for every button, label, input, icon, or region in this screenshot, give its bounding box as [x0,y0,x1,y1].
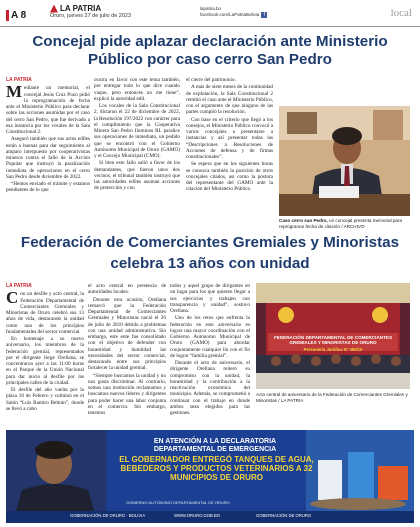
contact-web: lapatria.bo [200,6,222,11]
article2-column-2 [88,283,166,423]
article2-paragraph: En homenaje a su nuevo aniversario, los miembros de la federación gremial, representados por el dirigente Jorge Orellana, se concentraron ayer a las 11:00 horas en el Parque de la Unión Nacional para dar inicio al desfile por las principales calles de la ciudad. [6,336,84,386]
logo-text: LA PATRIA [60,4,102,13]
article1-photo [279,106,410,216]
article2-paragraph: el acto central en presencia de autoridades locales. [88,283,166,296]
government-advertisement [6,430,414,523]
contact-social: facebook.com/LaPatriaBolivia f [200,12,267,18]
article1-paragraph: Si bien este fallo salió a favor de los demandantes, que fueron unos dos vecinos, el tribunal también instruyó que las autoridades ediles asuman acciones de protección y con [94,160,180,192]
logo-triangle-icon [50,5,58,13]
article2-paragraph: El desfile del año vuelta por la plaza 10 de Febrero y culminó en el Salón “Luis Ramiro Beltrán”, donde se llevó a cabo [6,387,84,412]
page-number-label: A 8 [11,9,27,21]
article1-paragraph: “Hemos enviado el trámite y estamos pendientes de lo que [6,181,90,194]
article1-column-2 [94,77,180,229]
dateline: Oruro, jueves 27 de julio de 2023 [50,13,132,19]
article2-byline: LA PATRIA [6,283,32,289]
article1-paragraph: Con base en el criterio que llegó a los consejos, el Ministerio Público convocó a varios concejales a presentarse a instancias y así presentar todas las “Descripciones a Resoluciones de Acciones de defensa y de firmas constitucionales”. [186,116,273,160]
page-number [6,9,42,21]
facebook-icon: f [261,12,267,18]
article1-photo-caption: Caso cerro san Pedro, un concejal presenta memorial para reprogramar fecha de citación / ARCHIVO [279,218,403,229]
article1-paragraph: el cierre del patrimonio. [186,77,236,83]
page-marker-bar [6,10,9,21]
article1-column-3 [186,77,273,229]
article2-photo [256,283,410,389]
photo-concejal-illustration [279,106,410,216]
newspaper-logo [50,4,101,13]
article2-paragraph: Uno de los retos que enfrenta la federación en este aniversario es lograr una mayor coordinación con el Gobierno Autónomo Municipal de Oruro (GAMO) para abordar conjuntamente cualquier lío con el fin de lograr “familia gremial”. [170,315,250,359]
section-label: local [390,7,412,19]
article1-paragraph: ocurra en favor con este tema también, por entregar todo lo que dice cuando vaque, pero entonces no me tiene”, explicó la autoridad edil. [94,77,180,102]
article2-paragraph: Durante esta ocasión, Orellana remarcó que la Federación Departamental de Comerciantes Gremiales y Minoristas nació el 26 de julio de 2010 debido a problemas con una unidad administrativa. Sin embargo, este ente fue consolidado con el objetivo de defender con honestidad y humildad las necesidades del sector comercial, destacando entre sus principios fortalecer la unidad gremial. [88,296,166,372]
ad-headline-1: EN ATENCIÓN A LA DECLARATORIA DEPARTAMENTAL DE EMERGENCIA [153,438,277,453]
article1-paragraph: Mediante un memorial, el concejal Jesús Cruz Pozo pidió la reprogramación de fecha ante el Ministerio Público para declarar sobre las acciones asumidas por el caso del cerro San Pedro, que fue derivado a esa instancia por los vocales de la Sala Constitucional 2. [6,82,90,135]
ad-headline-2: EL GOBERNADOR ENTREGÓ TANQUES DE AGUA, BEBEDEROS Y PRODUCTOS VETERINARIOS A 32 MUNICIPIOS DE ORURO [119,455,314,482]
article2-paragraph: “Siempre buscamos la unidad y no nos gusta discriminar. Al contrario, somos una institución reclamamos y buscamos nuevos líderes y dirigentes para poder hacer una labor conjunta en el comercio. Sin embargo, tenemos [88,372,166,416]
article1-paragraph: Se espera que en los siguientes horas se conozca también la posición de otros concejales citados, así como la postura del representante del GAMO ante la citación del Ministerio Público. [186,161,273,193]
article2-photo-caption: Acto central de aniversario de la Federación de Comerciantes Gremiales y Minoristas / LA PATRIA [256,392,408,403]
ad-footer-mid: WWW.ORURO.GOB.BO [174,513,221,518]
ad-footer-left: GOBERNACIÓN DE ORURO · BOLIVIA [70,513,146,518]
ad-footer-right: GOBERNACIÓN DE ORURO [256,513,312,518]
article2-column-3 [170,283,250,423]
article1-paragraph: Los vocales de la Sala Constitucional 2, dictaron el 22 de diciembre de 2022, la Resolución 197/2022 con carácter para el cumplimiento que la Cooperativa Minera San Pedro Iluminos RL paralice sus operaciones de inmediato, un pedido que se encontró con el Gobierno Autónomo Municipal de Oruro (GAMO) y el Concejo Municipal (CMO). [94,103,180,159]
photo-banner-text: FEDERACIÓN DEPARTAMENTAL DE COMERCIANTES GREMIALES Y MINORISTAS DE ORURO [273,335,393,346]
article2-paragraph: Durante el acto de aniversario, el dirigente Orellana reiteró su compromiso con la unidad, la honestidad y la contribución a la reactivación económica del municipio. Además, se comprometió a continuar con el trabajo en donde ambos sean elegidos para las gestiones. [170,360,250,416]
dropcap: C [6,288,19,308]
ad-small-text: GOBIERNO AUTÓNOMO DEPARTAMENTAL DE ORURO [126,500,230,505]
article2-paragraph: Con un desfile y acto central, la Federación Departamental de Comerciantes Gremiales y Minoristas de Oruro celebró sus 13 años de vida, destacando la unidad como una de los principios fundamentales del sector comercial. [6,288,84,335]
ad-footer [6,511,414,523]
article1-paragraph: Aseguró también que sus actos ediles están a buenas para dar seguimiento al amparo interpuesto por cooperativistas mineros contra el fallo de la Acción Popular que instruyó la paralización inmediata de operaciones en el cerro San Pedro desde diciembre de 2022. [6,136,90,180]
photo-subbanner-text: Personería Jurídica N° 450/10 [303,347,363,352]
article2-headline: Federación de Comerciantes Gremiales y Minoristas celebra 13 años con unidad [20,234,400,272]
article1-headline: Concejal pide aplazar declaración ante Ministerio Público por caso cerro San Pedro [32,33,388,68]
article1-byline: LA PATRIA [6,77,32,83]
article2-paragraph: todos y aquel grupo de dirigentes en un lugar para los que quieren llegar a sus ejercicios y trabajen con transparencia y unidad”, sostuvo Orellana. [170,283,250,314]
article2-column-1 [6,283,84,423]
page-header [0,0,420,27]
dropcap: M [6,82,23,102]
article1-column-1 [6,77,90,229]
article1-paragraph: A más de siete meses de la continuidad de explotación, la Sala Constitucional 2 remitió el caso ante el Ministerio Público, con el argumento de que ninguno de las partes cumplió la resolución. [186,84,273,116]
contact-info [200,6,267,18]
